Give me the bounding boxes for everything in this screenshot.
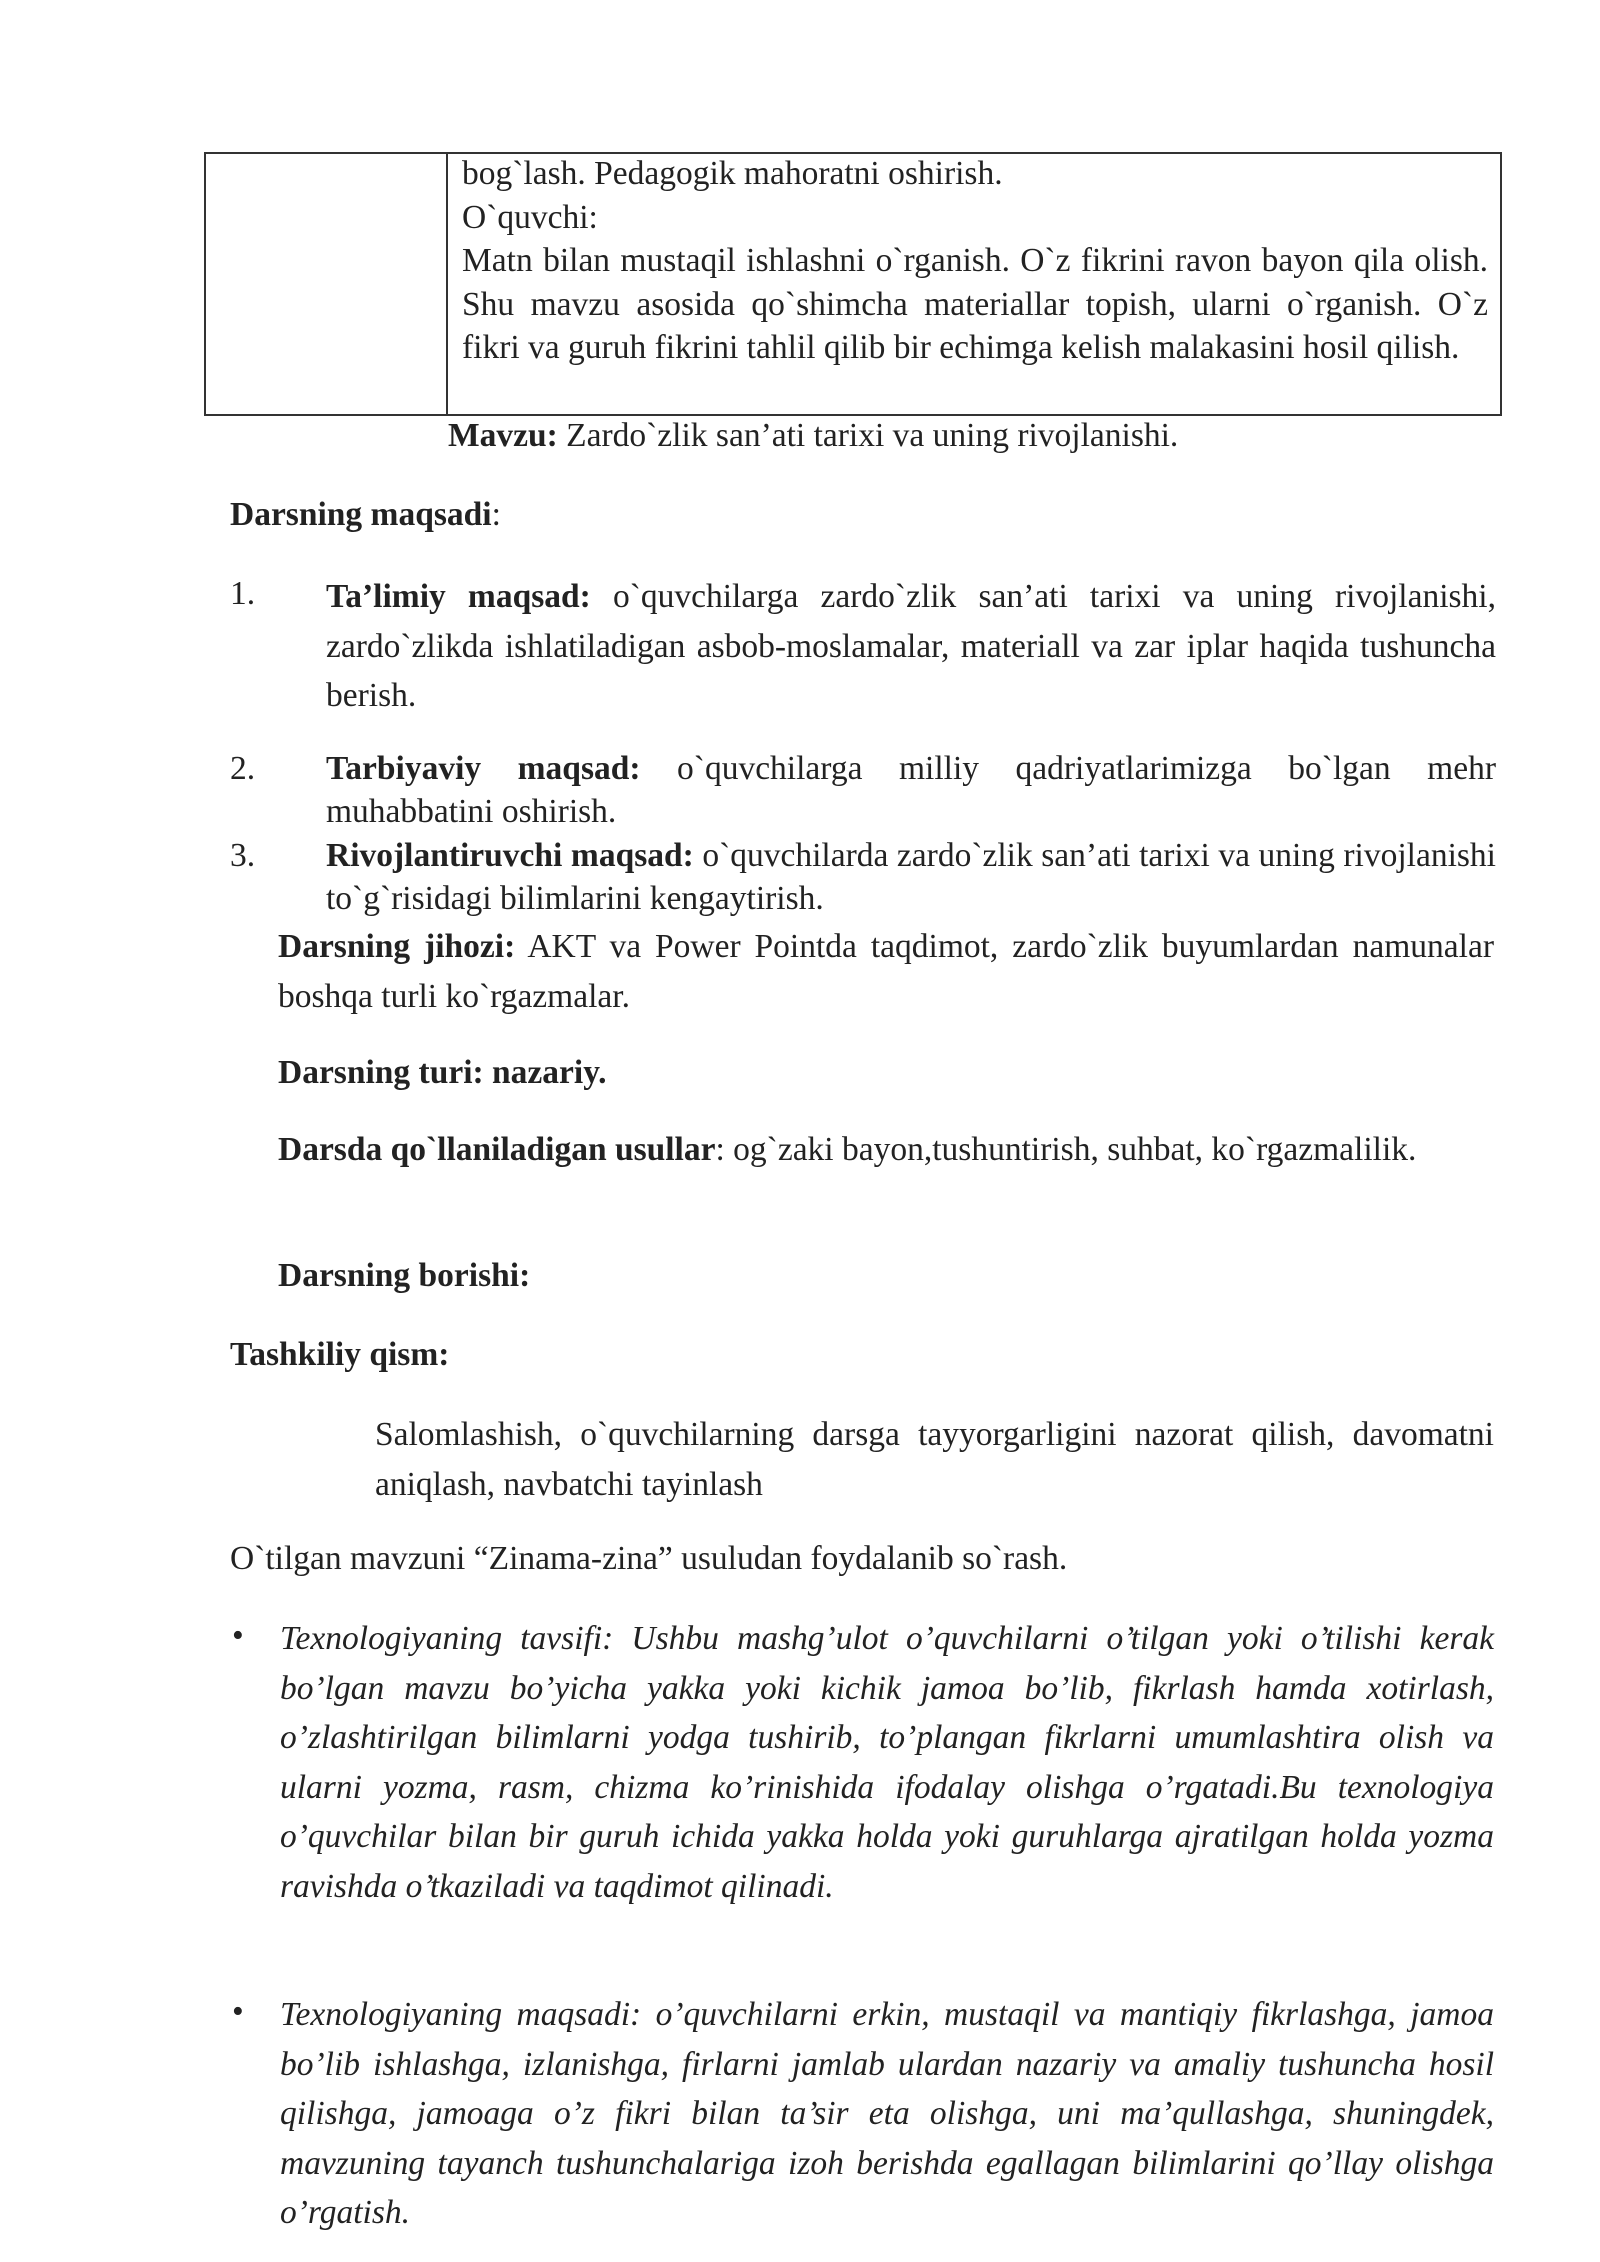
list-item <box>232 1614 1494 1911</box>
goal-text: Tarbiyaviy maqsad: o`quvchilarga milliy qadriyatlarimizga bo`lgan mehr muhabbatini oshirish. <box>326 750 1496 830</box>
goals-heading: Darsning maqsadi: <box>230 496 501 533</box>
lesson-type: Darsning turi: nazariy. <box>278 1054 607 1091</box>
table-line: Matn bilan mustaqil ishlashni o`rganish. O`z fikrini ravon bayon qila olish. Shu mavzu asosida qo`shimcha materiallar topish, ularni o`rganish. O`z fikri va guruh fikrini tahlil qilib bir echimga kelish malakasini hosil qilish. <box>462 242 1488 366</box>
review-text: O`tilgan mavzuni “Zinama-zina” usuludan foydalanib so`rash. <box>230 1540 1068 1577</box>
list-item <box>232 1990 1494 2238</box>
organizational-heading: Tashkiliy qism: <box>230 1336 450 1373</box>
greeting-text: Salomlashish, o`quvchilarning darsga tayyorgarligini nazorat qilish, davomatni aniqlash, navbatchi tayinlash <box>375 1416 1494 1503</box>
table-line: O`quvchi: <box>462 198 598 236</box>
bullet-marker: • <box>232 1617 244 1654</box>
objectives-table <box>204 152 1502 416</box>
goal-text: Ta’limiy maqsad: o`quvchilarga zardo`zlik san’ati tarixi va uning rivojlanishi, zardo`zlikda ishlatiladigan asbob-moslamalar, materiall va zar iplar haqida tushuncha berish. <box>326 578 1496 714</box>
topic-text: Zardo`zlik san’ati tarixi va uning rivojlanishi. <box>557 417 1179 454</box>
lesson-methods: Darsda qo`llaniladigan usullar: og`zaki bayon,tushuntirish, suhbat, ko`rgazmalilik. <box>278 1131 1417 1168</box>
goal-text: Rivojlantiruvchi maqsad: o`quvchilarda zardo`zlik san’ati tarixi va uning rivojlanishi to`g`risidagi bilimlarini kengaytirish. <box>326 837 1496 917</box>
topic-label: Mavzu: <box>448 417 558 454</box>
lesson-process-heading: Darsning borishi: <box>278 1257 531 1294</box>
bullet-text: Texnologiyaning tavsifi: Ushbu mashg’ulot o’quvchilarni o’tilgan yoki o’tilishi kerak bo’lgan mavzu bo’yicha yakka yoki kichik jamoa bo’lib, fikrlash hamda xotirlash, o’zlashtirilgan bilimlarni yodga tushirib, to’plangan fikrlarni umumlashtira olish va ularni yozma, rasm, chizma ko’rinishida ifodalay olishga o’rgatadi.Bu texnologiya o’quvchilar bilan bir guruh ichida yakka holda yoki guruhlarga ajratilgan holda yozma ravishda o’tkaziladi va taqdimot qilinadi. <box>280 1620 1494 1905</box>
goal-number: 3. <box>230 837 256 874</box>
goal-number: 1. <box>230 575 256 612</box>
table-right-cell <box>462 152 1488 370</box>
goal-number: 2. <box>230 750 256 787</box>
bullet-marker: • <box>232 1993 244 2030</box>
lesson-topic <box>448 414 1178 457</box>
table-line: bog`lash. Pedagogik mahoratni oshirish. <box>462 155 1003 192</box>
bullet-text: Texnologiyaning maqsadi: o’quvchilarni erkin, mustaqil va mantiqiy fikrlashga, jamoa bo’lib ishlashga, izlanishga, firlarni jamlab ulardan nazariy va amaliy tushuncha hosil qilishga, jamoaga o’z fikri bilan ta’sir eta olishga, uni ma’qullashga, shuningdek, mavzuning tayanch tushunchalariga izoh berishda egallagan bilimlarini qo’llay olishga o’rgatish. <box>280 1996 1494 2231</box>
lesson-equipment: Darsning jihozi: AKT va Power Pointda taqdimot, zardo`zlik buyumlardan namunalar boshqa turli ko`rgazmalar. <box>278 928 1494 1015</box>
table-left-cell <box>206 154 448 414</box>
